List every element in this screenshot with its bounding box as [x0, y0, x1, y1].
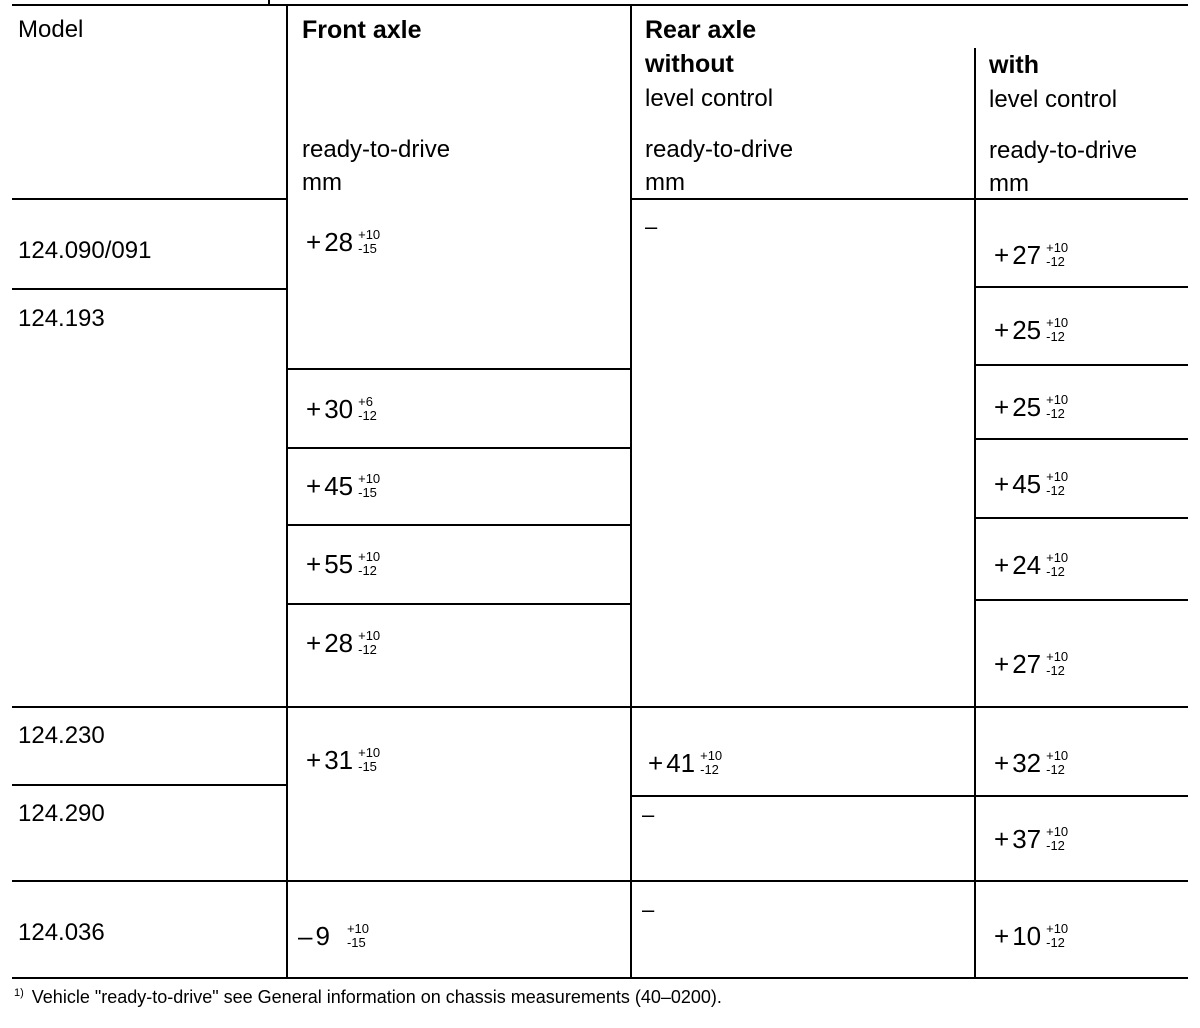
header-rtd-rear-with: ready-to-drive	[989, 137, 1138, 164]
tol-minus: -12	[1046, 838, 1065, 853]
value-sign: +	[994, 649, 1010, 679]
front-value	[306, 550, 380, 578]
header-unit-rear-with: mm	[989, 170, 1029, 197]
header-level-control-with: level control	[989, 86, 1118, 113]
footnote-text: Vehicle "ready-to-drive" see General information on chassis measurements (40–0200).	[31, 987, 722, 1007]
value-base: 27	[1012, 649, 1042, 679]
tol-plus: +10	[358, 628, 381, 643]
tol-minus: -15	[358, 759, 377, 774]
tol-plus: +10	[1046, 748, 1069, 763]
tol-minus: -12	[1046, 564, 1065, 579]
value-sign: +	[648, 748, 664, 778]
value-base: 9	[315, 921, 330, 951]
rear-with-value	[994, 551, 1068, 579]
header-rear-axle: Rear axle	[645, 16, 757, 44]
rule-model-2	[12, 706, 1188, 708]
tol-minus: -12	[700, 762, 719, 777]
tol-plus: +10	[358, 549, 381, 564]
tol-minus: -15	[358, 485, 377, 500]
value-base: 55	[324, 549, 354, 579]
rule-v-with	[974, 48, 976, 979]
rule-with-1	[974, 286, 1188, 288]
header-without: without	[645, 50, 734, 78]
tolerance	[358, 472, 380, 500]
tolerance	[1046, 316, 1068, 344]
rule-bottom	[12, 977, 1188, 979]
header-unit-rear-without: mm	[645, 169, 685, 196]
value-base: 41	[666, 748, 696, 778]
rule-v-front	[286, 4, 288, 979]
rule-with-4	[974, 517, 1188, 519]
value-base: 25	[1012, 315, 1042, 345]
header-with: with	[989, 51, 1039, 79]
rule-with-6	[974, 795, 1188, 797]
rear-without-dash: –	[645, 214, 658, 239]
tol-plus: +10	[358, 471, 381, 486]
front-value	[306, 395, 377, 423]
rear-with-value	[994, 470, 1068, 498]
rear-without-value	[648, 749, 722, 777]
tolerance	[1046, 825, 1068, 853]
tol-plus: +10	[1046, 824, 1069, 839]
value-sign: +	[994, 824, 1010, 854]
rule-front-2	[286, 447, 632, 449]
tolerance	[358, 395, 377, 423]
tol-minus: -12	[1046, 935, 1065, 950]
header-model: Model	[18, 16, 84, 43]
rule-front-4	[286, 603, 632, 605]
front-value	[298, 922, 369, 950]
rule-model-1	[12, 288, 288, 290]
tolerance	[1046, 551, 1068, 579]
header-level-control-without: level control	[645, 85, 774, 112]
tol-minus: -12	[1046, 254, 1065, 269]
value-sign: +	[306, 394, 322, 424]
model-label: 124.090/091	[18, 237, 152, 264]
value-base: 37	[1012, 824, 1042, 854]
tol-minus: -12	[358, 642, 377, 657]
tol-plus: +10	[1046, 921, 1069, 936]
front-value	[306, 472, 380, 500]
value-base: 27	[1012, 240, 1042, 270]
value-base: 28	[324, 227, 354, 257]
tolerance	[358, 550, 380, 578]
rule-v-rear	[630, 4, 632, 979]
value-sign: +	[994, 921, 1010, 951]
rear-with-value	[994, 393, 1068, 421]
front-value	[306, 746, 380, 774]
value-base: 45	[324, 471, 354, 501]
rule-header-rest	[630, 198, 1188, 200]
tol-plus: +10	[1046, 315, 1069, 330]
rear-with-value	[994, 749, 1068, 777]
tol-minus: -12	[358, 563, 377, 578]
tol-minus: -12	[1046, 762, 1065, 777]
tol-plus: +10	[1046, 550, 1069, 565]
header-rtd-rear-without: ready-to-drive	[645, 136, 794, 163]
tolerance	[1046, 749, 1068, 777]
tol-plus: +10	[1046, 392, 1069, 407]
tolerance	[1046, 241, 1068, 269]
tol-plus: +10	[1046, 469, 1069, 484]
value-sign: +	[994, 469, 1010, 499]
rule-with-3	[974, 438, 1188, 440]
rule-top	[12, 4, 1188, 6]
tol-plus: +10	[1046, 240, 1069, 255]
rear-without-dash: –	[642, 802, 655, 827]
tol-minus: -12	[358, 408, 377, 423]
tol-minus: -12	[1046, 663, 1065, 678]
header-front-axle: Front axle	[302, 16, 422, 44]
value-sign: +	[994, 748, 1010, 778]
tolerance	[1046, 470, 1068, 498]
value-base: 45	[1012, 469, 1042, 499]
value-base: 24	[1012, 550, 1042, 580]
rule-tick	[268, 0, 270, 6]
value-sign: +	[994, 240, 1010, 270]
tol-minus: -15	[358, 241, 377, 256]
rule-model-4	[12, 880, 1188, 882]
rule-header-model	[12, 198, 288, 200]
tol-plus: +10	[358, 227, 381, 242]
value-sign: +	[306, 471, 322, 501]
tol-minus: -12	[1046, 406, 1065, 421]
tolerance	[700, 749, 722, 777]
header-rtd-front: ready-to-drive	[302, 136, 451, 163]
tol-minus: -15	[346, 935, 366, 950]
tol-plus: +10	[1046, 649, 1069, 664]
rear-with-value	[994, 316, 1068, 344]
model-label: 124.290	[18, 800, 105, 827]
rule-with-2	[974, 364, 1188, 366]
tolerance	[1046, 393, 1068, 421]
front-value	[306, 228, 380, 256]
rear-with-value	[994, 825, 1068, 853]
tolerance	[1046, 650, 1068, 678]
value-base: 32	[1012, 748, 1042, 778]
tol-plus: +10	[346, 921, 369, 936]
value-sign: –	[298, 921, 313, 951]
rule-with-5	[974, 599, 1188, 601]
value-sign: +	[306, 628, 322, 658]
model-label: 124.230	[18, 722, 105, 749]
value-sign: +	[306, 745, 322, 775]
rear-with-value	[994, 922, 1068, 950]
model-label: 124.036	[18, 919, 105, 946]
value-base: 10	[1012, 921, 1042, 951]
footnote-marker: 1)	[14, 987, 24, 999]
value-sign: +	[306, 227, 322, 257]
rear-with-value	[994, 650, 1068, 678]
tolerance	[347, 922, 369, 950]
value-base: 25	[1012, 392, 1042, 422]
tol-plus: +10	[700, 748, 723, 763]
value-base: 31	[324, 745, 354, 775]
rule-rearwo-1	[630, 795, 976, 797]
value-base: 30	[324, 394, 354, 424]
tol-minus: -12	[1046, 329, 1065, 344]
value-sign: +	[306, 549, 322, 579]
tolerance	[358, 629, 380, 657]
value-base: 28	[324, 628, 354, 658]
front-value	[306, 629, 380, 657]
value-sign: +	[994, 315, 1010, 345]
rule-model-3	[12, 784, 288, 786]
tolerance	[1046, 922, 1068, 950]
tol-plus: +6	[358, 394, 373, 409]
value-sign: +	[994, 392, 1010, 422]
tolerance	[358, 228, 380, 256]
rule-front-1	[286, 368, 632, 370]
tol-minus: -12	[1046, 483, 1065, 498]
model-label: 124.193	[18, 305, 105, 332]
rear-with-value	[994, 241, 1068, 269]
rule-front-3	[286, 524, 632, 526]
tol-plus: +10	[358, 745, 381, 760]
rear-without-dash: –	[642, 897, 655, 922]
footnote	[14, 987, 722, 1008]
header-unit-front: mm	[302, 169, 342, 196]
tolerance	[358, 746, 380, 774]
value-sign: +	[994, 550, 1010, 580]
